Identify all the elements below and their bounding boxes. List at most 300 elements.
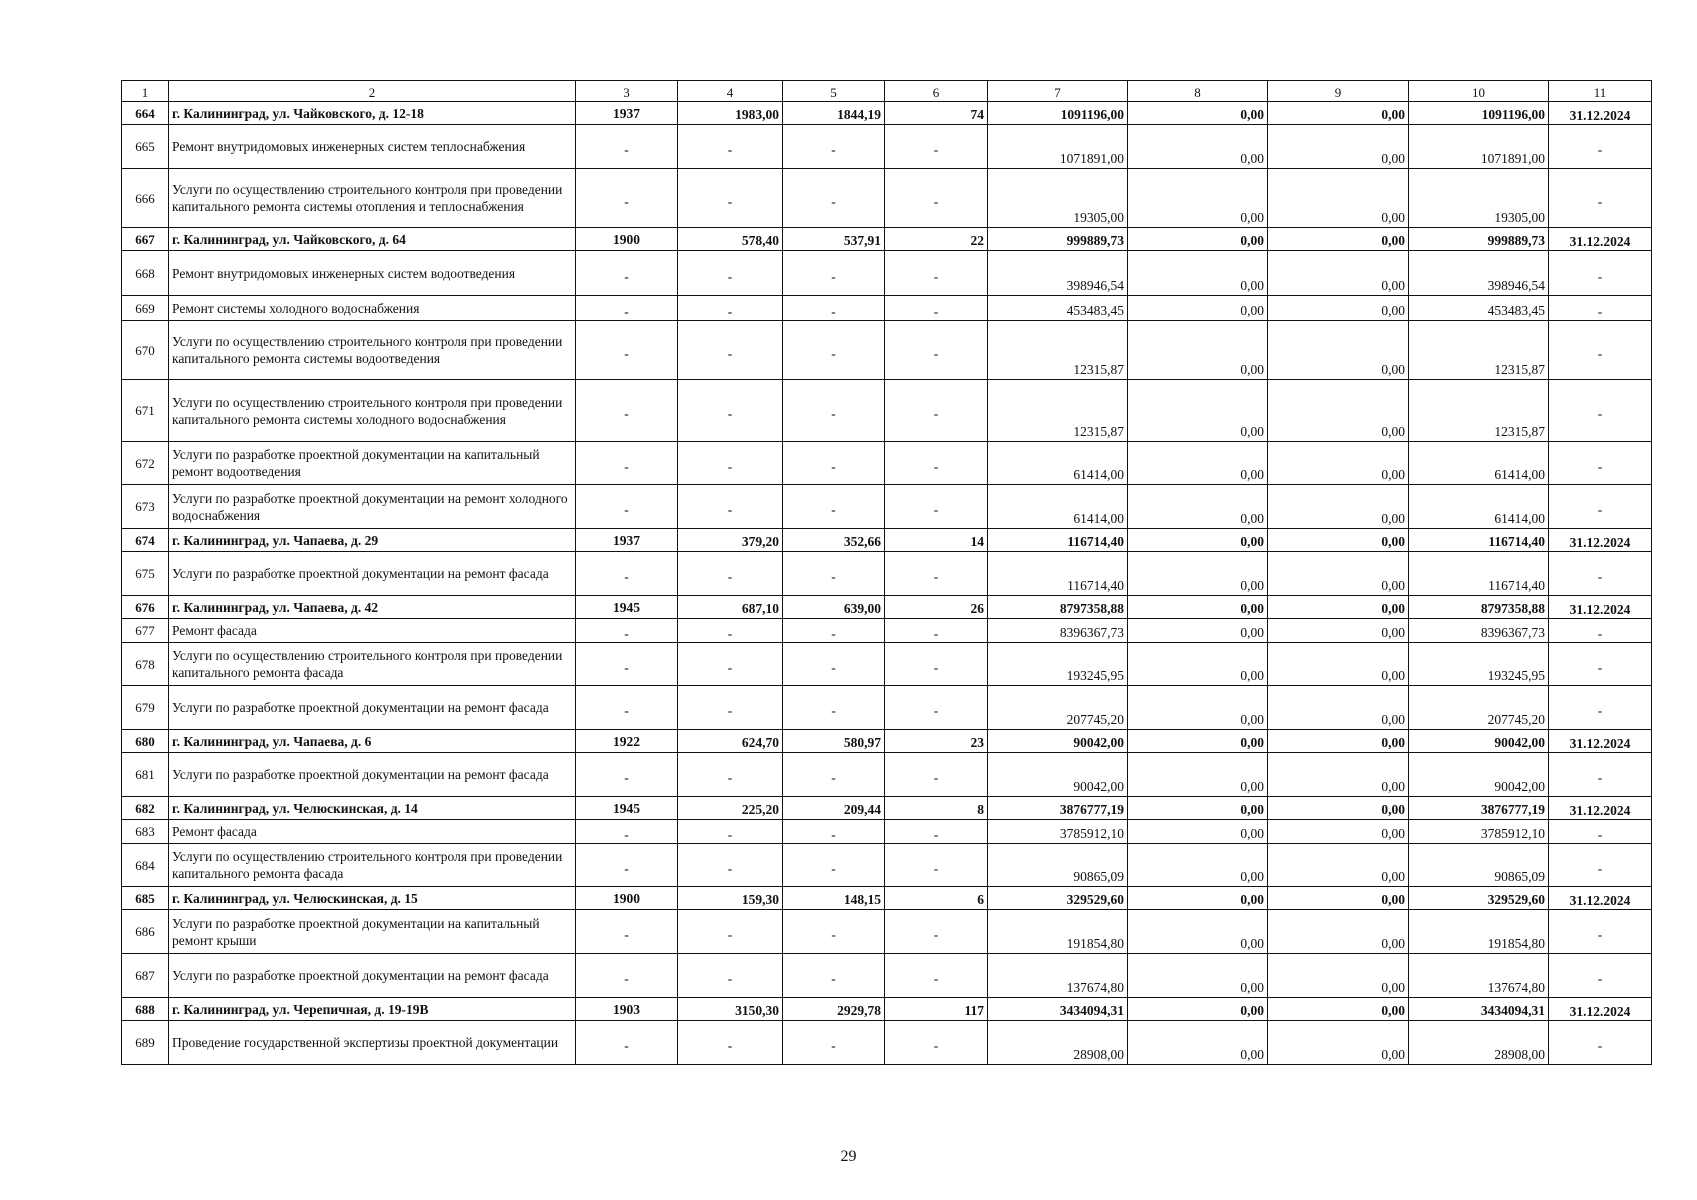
area-living-cell: 148,15 <box>783 887 885 910</box>
residents-cell: - <box>885 296 988 321</box>
building-row <box>122 730 1652 753</box>
federal-funds-cell: 0,00 <box>1128 820 1268 844</box>
area-total-cell: - <box>678 321 783 380</box>
area-total-cell: - <box>678 485 783 529</box>
year-cell: 1900 <box>576 887 678 910</box>
completion-date-cell: 31.12.2024 <box>1549 797 1652 820</box>
area-total-cell: 1983,00 <box>678 102 783 125</box>
area-total-cell: 225,20 <box>678 797 783 820</box>
total-cost-cell: 90865,09 <box>988 844 1128 887</box>
area-living-cell: - <box>783 954 885 998</box>
work-item-row <box>122 910 1652 954</box>
area-total-cell: - <box>678 552 783 596</box>
residents-cell: 23 <box>885 730 988 753</box>
work-item-row <box>122 169 1652 228</box>
federal-funds-cell: 0,00 <box>1128 730 1268 753</box>
residents-cell: - <box>885 169 988 228</box>
year-cell: 1922 <box>576 730 678 753</box>
year-cell: - <box>576 380 678 442</box>
header-cell: 7 <box>988 81 1128 102</box>
regional-funds-cell: 0,00 <box>1268 251 1409 296</box>
owner-funds-cell: 3876777,19 <box>1409 797 1549 820</box>
total-cost-cell: 116714,40 <box>988 552 1128 596</box>
work-item-row <box>122 753 1652 797</box>
name-cell: г. Калининград, ул. Чапаева, д. 42 <box>169 596 576 619</box>
building-row <box>122 887 1652 910</box>
regional-funds-cell: 0,00 <box>1268 125 1409 169</box>
completion-date-cell: 31.12.2024 <box>1549 596 1652 619</box>
regional-funds-cell: 0,00 <box>1268 529 1409 552</box>
area-total-cell: - <box>678 442 783 485</box>
total-cost-cell: 193245,95 <box>988 643 1128 686</box>
row-number-cell: 664 <box>122 102 169 125</box>
area-total-cell: - <box>678 1021 783 1065</box>
residents-cell: - <box>885 1021 988 1065</box>
federal-funds-cell: 0,00 <box>1128 1021 1268 1065</box>
row-number-cell: 686 <box>122 910 169 954</box>
name-cell: Ремонт системы холодного водоснабжения <box>169 296 576 321</box>
completion-date-cell: 31.12.2024 <box>1549 102 1652 125</box>
row-number-cell: 668 <box>122 251 169 296</box>
name-cell: г. Калининград, ул. Чапаева, д. 6 <box>169 730 576 753</box>
name-cell: г. Калининград, ул. Челюскинская, д. 15 <box>169 887 576 910</box>
completion-date-cell: - <box>1549 380 1652 442</box>
owner-funds-cell: 193245,95 <box>1409 643 1549 686</box>
completion-date-cell: 31.12.2024 <box>1549 730 1652 753</box>
area-living-cell: - <box>783 753 885 797</box>
work-item-row <box>122 1021 1652 1065</box>
residents-cell: - <box>885 619 988 643</box>
regional-funds-cell: 0,00 <box>1268 954 1409 998</box>
work-item-row <box>122 442 1652 485</box>
residents-cell: 26 <box>885 596 988 619</box>
total-cost-cell: 3876777,19 <box>988 797 1128 820</box>
owner-funds-cell: 12315,87 <box>1409 321 1549 380</box>
row-number-cell: 671 <box>122 380 169 442</box>
name-cell: Ремонт фасада <box>169 820 576 844</box>
area-total-cell: - <box>678 251 783 296</box>
area-total-cell: - <box>678 753 783 797</box>
row-number-cell: 665 <box>122 125 169 169</box>
name-cell: Услуги по разработке проектной документации на ремонт фасада <box>169 552 576 596</box>
area-total-cell: - <box>678 169 783 228</box>
completion-date-cell: - <box>1549 296 1652 321</box>
row-number-cell: 683 <box>122 820 169 844</box>
area-total-cell: 624,70 <box>678 730 783 753</box>
work-item-row <box>122 321 1652 380</box>
total-cost-cell: 12315,87 <box>988 321 1128 380</box>
federal-funds-cell: 0,00 <box>1128 686 1268 730</box>
row-number-cell: 685 <box>122 887 169 910</box>
header-cell: 5 <box>783 81 885 102</box>
completion-date-cell: - <box>1549 954 1652 998</box>
residents-cell: 14 <box>885 529 988 552</box>
residents-cell: - <box>885 442 988 485</box>
header-cell: 2 <box>169 81 576 102</box>
header-cell: 6 <box>885 81 988 102</box>
federal-funds-cell: 0,00 <box>1128 228 1268 251</box>
work-item-row <box>122 820 1652 844</box>
owner-funds-cell: 3434094,31 <box>1409 998 1549 1021</box>
owner-funds-cell: 3785912,10 <box>1409 820 1549 844</box>
area-total-cell: - <box>678 125 783 169</box>
total-cost-cell: 999889,73 <box>988 228 1128 251</box>
name-cell: Услуги по разработке проектной документации на ремонт холодного водоснабжения <box>169 485 576 529</box>
area-living-cell: - <box>783 251 885 296</box>
total-cost-cell: 90042,00 <box>988 753 1128 797</box>
year-cell: - <box>576 485 678 529</box>
residents-cell: - <box>885 552 988 596</box>
residents-cell: - <box>885 686 988 730</box>
area-living-cell: - <box>783 169 885 228</box>
row-number-cell: 677 <box>122 619 169 643</box>
owner-funds-cell: 8797358,88 <box>1409 596 1549 619</box>
area-living-cell: - <box>783 442 885 485</box>
total-cost-cell: 28908,00 <box>988 1021 1128 1065</box>
completion-date-cell: - <box>1549 820 1652 844</box>
area-total-cell: 159,30 <box>678 887 783 910</box>
name-cell: Услуги по осуществлению строительного контроля при проведении капитального ремонта фасада <box>169 844 576 887</box>
header-cell: 4 <box>678 81 783 102</box>
year-cell: - <box>576 686 678 730</box>
area-living-cell: - <box>783 844 885 887</box>
name-cell: г. Калининград, ул. Чайковского, д. 12-18 <box>169 102 576 125</box>
owner-funds-cell: 191854,80 <box>1409 910 1549 954</box>
work-item-row <box>122 686 1652 730</box>
building-row <box>122 797 1652 820</box>
year-cell: 1937 <box>576 529 678 552</box>
completion-date-cell: - <box>1549 169 1652 228</box>
completion-date-cell: - <box>1549 1021 1652 1065</box>
federal-funds-cell: 0,00 <box>1128 251 1268 296</box>
residents-cell: - <box>885 251 988 296</box>
regional-funds-cell: 0,00 <box>1268 686 1409 730</box>
residents-cell: - <box>885 125 988 169</box>
federal-funds-cell: 0,00 <box>1128 529 1268 552</box>
owner-funds-cell: 207745,20 <box>1409 686 1549 730</box>
page-number: 29 <box>840 1148 857 1165</box>
regional-funds-cell: 0,00 <box>1268 730 1409 753</box>
area-living-cell: 1844,19 <box>783 102 885 125</box>
row-number-cell: 680 <box>122 730 169 753</box>
federal-funds-cell: 0,00 <box>1128 596 1268 619</box>
row-number-cell: 669 <box>122 296 169 321</box>
capital-repair-table <box>121 80 1652 1065</box>
year-cell: - <box>576 753 678 797</box>
owner-funds-cell: 116714,40 <box>1409 552 1549 596</box>
year-cell: - <box>576 125 678 169</box>
regional-funds-cell: 0,00 <box>1268 296 1409 321</box>
year-cell: 1900 <box>576 228 678 251</box>
year-cell: - <box>576 169 678 228</box>
row-number-cell: 675 <box>122 552 169 596</box>
header-cell: 10 <box>1409 81 1549 102</box>
area-living-cell: 639,00 <box>783 596 885 619</box>
year-cell: - <box>576 820 678 844</box>
building-row <box>122 228 1652 251</box>
regional-funds-cell: 0,00 <box>1268 1021 1409 1065</box>
name-cell: Ремонт внутридомовых инженерных систем теплоснабжения <box>169 125 576 169</box>
year-cell: - <box>576 442 678 485</box>
area-living-cell: - <box>783 125 885 169</box>
work-item-row <box>122 485 1652 529</box>
regional-funds-cell: 0,00 <box>1268 596 1409 619</box>
federal-funds-cell: 0,00 <box>1128 797 1268 820</box>
federal-funds-cell: 0,00 <box>1128 753 1268 797</box>
total-cost-cell: 453483,45 <box>988 296 1128 321</box>
owner-funds-cell: 398946,54 <box>1409 251 1549 296</box>
total-cost-cell: 61414,00 <box>988 485 1128 529</box>
completion-date-cell: - <box>1549 321 1652 380</box>
completion-date-cell: - <box>1549 442 1652 485</box>
owner-funds-cell: 28908,00 <box>1409 1021 1549 1065</box>
area-living-cell: 537,91 <box>783 228 885 251</box>
total-cost-cell: 207745,20 <box>988 686 1128 730</box>
completion-date-cell: - <box>1549 910 1652 954</box>
year-cell: - <box>576 296 678 321</box>
owner-funds-cell: 453483,45 <box>1409 296 1549 321</box>
row-number-cell: 676 <box>122 596 169 619</box>
name-cell: Услуги по осуществлению строительного контроля при проведении капитального ремонта системы водоотведения <box>169 321 576 380</box>
year-cell: 1937 <box>576 102 678 125</box>
completion-date-cell: - <box>1549 619 1652 643</box>
federal-funds-cell: 0,00 <box>1128 552 1268 596</box>
regional-funds-cell: 0,00 <box>1268 753 1409 797</box>
owner-funds-cell: 137674,80 <box>1409 954 1549 998</box>
area-total-cell: - <box>678 619 783 643</box>
owner-funds-cell: 90042,00 <box>1409 730 1549 753</box>
federal-funds-cell: 0,00 <box>1128 125 1268 169</box>
name-cell: Услуги по осуществлению строительного контроля при проведении капитального ремонта фасада <box>169 643 576 686</box>
work-item-row <box>122 296 1652 321</box>
row-number-cell: 674 <box>122 529 169 552</box>
header-cell: 8 <box>1128 81 1268 102</box>
year-cell: - <box>576 910 678 954</box>
work-item-row <box>122 251 1652 296</box>
federal-funds-cell: 0,00 <box>1128 296 1268 321</box>
name-cell: г. Калининград, ул. Чапаева, д. 29 <box>169 529 576 552</box>
regional-funds-cell: 0,00 <box>1268 228 1409 251</box>
completion-date-cell: - <box>1549 485 1652 529</box>
building-row <box>122 102 1652 125</box>
completion-date-cell: 31.12.2024 <box>1549 228 1652 251</box>
federal-funds-cell: 0,00 <box>1128 910 1268 954</box>
federal-funds-cell: 0,00 <box>1128 619 1268 643</box>
owner-funds-cell: 1091196,00 <box>1409 102 1549 125</box>
area-total-cell: - <box>678 954 783 998</box>
total-cost-cell: 191854,80 <box>988 910 1128 954</box>
area-total-cell: - <box>678 844 783 887</box>
completion-date-cell: 31.12.2024 <box>1549 887 1652 910</box>
completion-date-cell: 31.12.2024 <box>1549 529 1652 552</box>
regional-funds-cell: 0,00 <box>1268 844 1409 887</box>
regional-funds-cell: 0,00 <box>1268 380 1409 442</box>
year-cell: - <box>576 1021 678 1065</box>
total-cost-cell: 8396367,73 <box>988 619 1128 643</box>
area-living-cell: - <box>783 1021 885 1065</box>
row-number-cell: 673 <box>122 485 169 529</box>
owner-funds-cell: 90042,00 <box>1409 753 1549 797</box>
total-cost-cell: 1091196,00 <box>988 102 1128 125</box>
regional-funds-cell: 0,00 <box>1268 887 1409 910</box>
row-number-cell: 681 <box>122 753 169 797</box>
area-total-cell: 379,20 <box>678 529 783 552</box>
federal-funds-cell: 0,00 <box>1128 844 1268 887</box>
area-total-cell: - <box>678 820 783 844</box>
residents-cell: - <box>885 820 988 844</box>
name-cell: г. Калининград, ул. Чайковского, д. 64 <box>169 228 576 251</box>
row-number-cell: 682 <box>122 797 169 820</box>
year-cell: 1945 <box>576 797 678 820</box>
regional-funds-cell: 0,00 <box>1268 485 1409 529</box>
year-cell: - <box>576 954 678 998</box>
regional-funds-cell: 0,00 <box>1268 442 1409 485</box>
year-cell: - <box>576 552 678 596</box>
area-living-cell: - <box>783 686 885 730</box>
owner-funds-cell: 116714,40 <box>1409 529 1549 552</box>
regional-funds-cell: 0,00 <box>1268 643 1409 686</box>
row-number-cell: 679 <box>122 686 169 730</box>
area-total-cell: 687,10 <box>678 596 783 619</box>
federal-funds-cell: 0,00 <box>1128 442 1268 485</box>
area-total-cell: - <box>678 686 783 730</box>
name-cell: Услуги по разработке проектной документации на ремонт фасада <box>169 686 576 730</box>
residents-cell: - <box>885 380 988 442</box>
building-row <box>122 998 1652 1021</box>
area-living-cell: 580,97 <box>783 730 885 753</box>
work-item-row <box>122 643 1652 686</box>
header-cell: 1 <box>122 81 169 102</box>
building-row <box>122 596 1652 619</box>
area-living-cell: 2929,78 <box>783 998 885 1021</box>
name-cell: Ремонт фасада <box>169 619 576 643</box>
area-total-cell: 578,40 <box>678 228 783 251</box>
residents-cell: - <box>885 844 988 887</box>
regional-funds-cell: 0,00 <box>1268 820 1409 844</box>
area-total-cell: - <box>678 296 783 321</box>
federal-funds-cell: 0,00 <box>1128 380 1268 442</box>
name-cell: Услуги по разработке проектной документации на капитальный ремонт крыши <box>169 910 576 954</box>
residents-cell: 74 <box>885 102 988 125</box>
completion-date-cell: - <box>1549 251 1652 296</box>
header-cell: 3 <box>576 81 678 102</box>
completion-date-cell: - <box>1549 844 1652 887</box>
area-living-cell: - <box>783 380 885 442</box>
regional-funds-cell: 0,00 <box>1268 102 1409 125</box>
residents-cell: 6 <box>885 887 988 910</box>
year-cell: - <box>576 619 678 643</box>
row-number-cell: 689 <box>122 1021 169 1065</box>
year-cell: 1903 <box>576 998 678 1021</box>
completion-date-cell: - <box>1549 686 1652 730</box>
row-number-cell: 678 <box>122 643 169 686</box>
work-item-row <box>122 552 1652 596</box>
year-cell: - <box>576 251 678 296</box>
federal-funds-cell: 0,00 <box>1128 169 1268 228</box>
total-cost-cell: 90042,00 <box>988 730 1128 753</box>
regional-funds-cell: 0,00 <box>1268 552 1409 596</box>
total-cost-cell: 8797358,88 <box>988 596 1128 619</box>
header-cell: 9 <box>1268 81 1409 102</box>
area-living-cell: - <box>783 643 885 686</box>
federal-funds-cell: 0,00 <box>1128 998 1268 1021</box>
federal-funds-cell: 0,00 <box>1128 887 1268 910</box>
owner-funds-cell: 90865,09 <box>1409 844 1549 887</box>
year-cell: - <box>576 321 678 380</box>
building-row <box>122 529 1652 552</box>
owner-funds-cell: 8396367,73 <box>1409 619 1549 643</box>
regional-funds-cell: 0,00 <box>1268 169 1409 228</box>
row-number-cell: 684 <box>122 844 169 887</box>
area-living-cell: - <box>783 485 885 529</box>
federal-funds-cell: 0,00 <box>1128 643 1268 686</box>
regional-funds-cell: 0,00 <box>1268 321 1409 380</box>
completion-date-cell: - <box>1549 125 1652 169</box>
work-item-row <box>122 619 1652 643</box>
residents-cell: - <box>885 954 988 998</box>
name-cell: Услуги по осуществлению строительного контроля при проведении капитального ремонта системы отопления и теплоснабжения <box>169 169 576 228</box>
work-item-row <box>122 844 1652 887</box>
name-cell: г. Калининград, ул. Черепичная, д. 19-19В <box>169 998 576 1021</box>
area-living-cell: - <box>783 820 885 844</box>
owner-funds-cell: 61414,00 <box>1409 485 1549 529</box>
area-living-cell: - <box>783 910 885 954</box>
area-living-cell: - <box>783 619 885 643</box>
row-number-cell: 670 <box>122 321 169 380</box>
name-cell: Услуги по разработке проектной документации на ремонт фасада <box>169 954 576 998</box>
total-cost-cell: 329529,60 <box>988 887 1128 910</box>
total-cost-cell: 19305,00 <box>988 169 1128 228</box>
regional-funds-cell: 0,00 <box>1268 619 1409 643</box>
row-number-cell: 687 <box>122 954 169 998</box>
residents-cell: 22 <box>885 228 988 251</box>
completion-date-cell: - <box>1549 753 1652 797</box>
residents-cell: - <box>885 321 988 380</box>
completion-date-cell: - <box>1549 643 1652 686</box>
area-total-cell: 3150,30 <box>678 998 783 1021</box>
row-number-cell: 672 <box>122 442 169 485</box>
residents-cell: - <box>885 643 988 686</box>
completion-date-cell: 31.12.2024 <box>1549 998 1652 1021</box>
federal-funds-cell: 0,00 <box>1128 321 1268 380</box>
residents-cell: 8 <box>885 797 988 820</box>
name-cell: г. Калининград, ул. Челюскинская, д. 14 <box>169 797 576 820</box>
work-item-row <box>122 954 1652 998</box>
row-number-cell: 688 <box>122 998 169 1021</box>
name-cell: Ремонт внутридомовых инженерных систем водоотведения <box>169 251 576 296</box>
owner-funds-cell: 999889,73 <box>1409 228 1549 251</box>
owner-funds-cell: 61414,00 <box>1409 442 1549 485</box>
residents-cell: - <box>885 910 988 954</box>
regional-funds-cell: 0,00 <box>1268 910 1409 954</box>
federal-funds-cell: 0,00 <box>1128 102 1268 125</box>
year-cell: - <box>576 844 678 887</box>
total-cost-cell: 61414,00 <box>988 442 1128 485</box>
regional-funds-cell: 0,00 <box>1268 998 1409 1021</box>
name-cell: Проведение государственной экспертизы проектной документации <box>169 1021 576 1065</box>
owner-funds-cell: 19305,00 <box>1409 169 1549 228</box>
area-total-cell: - <box>678 643 783 686</box>
total-cost-cell: 137674,80 <box>988 954 1128 998</box>
area-living-cell: - <box>783 552 885 596</box>
total-cost-cell: 3434094,31 <box>988 998 1128 1021</box>
document-sheet <box>121 80 1651 1065</box>
area-living-cell: 352,66 <box>783 529 885 552</box>
total-cost-cell: 3785912,10 <box>988 820 1128 844</box>
total-cost-cell: 1071891,00 <box>988 125 1128 169</box>
federal-funds-cell: 0,00 <box>1128 485 1268 529</box>
work-item-row <box>122 380 1652 442</box>
